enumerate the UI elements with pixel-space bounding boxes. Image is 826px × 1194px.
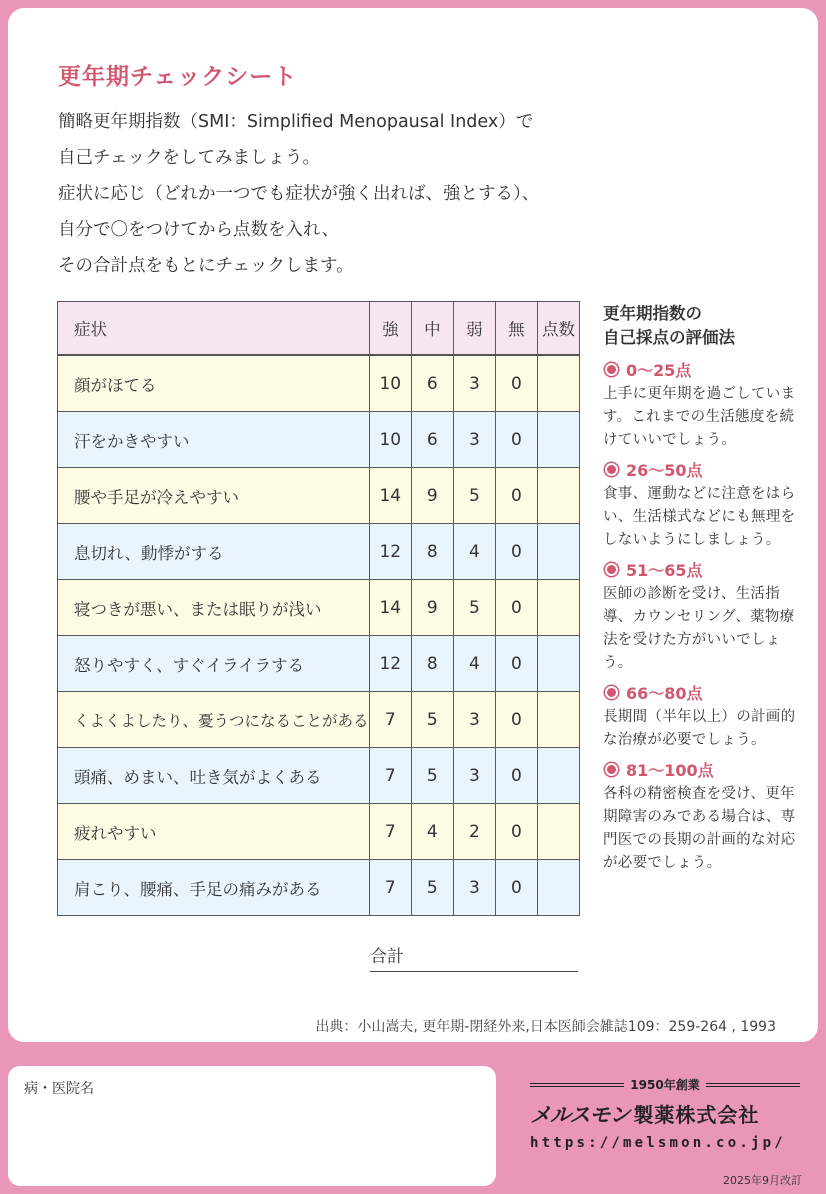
symptom-cell: 顔がほてる: [58, 355, 370, 412]
founded-line: [530, 1076, 800, 1093]
strong-cell[interactable]: 7: [369, 804, 411, 860]
header-strong: 強: [369, 302, 411, 356]
table-header-row: [58, 302, 580, 356]
weak-cell[interactable]: 3: [453, 692, 495, 748]
revision-date: 2025年9月改訂: [723, 1174, 802, 1187]
bullet-dot-icon: [605, 363, 618, 376]
founded-label: 1950年創業: [630, 1078, 700, 1092]
intro-line: 症状に応じ（どれか一つでも症状が強く出れば、強とする）、: [58, 184, 540, 204]
hospital-name-label: 病・医院名: [24, 1081, 94, 1097]
medium-cell[interactable]: 9: [411, 468, 453, 524]
evaluation-panel: [603, 302, 803, 875]
symptom-table: [57, 301, 580, 916]
none-cell[interactable]: 0: [495, 692, 537, 748]
medium-cell[interactable]: 5: [411, 692, 453, 748]
table-row: [58, 692, 580, 748]
header-medium: 中: [411, 302, 453, 356]
table-row: [58, 860, 580, 916]
header-symptom: 症状: [58, 302, 370, 356]
company-name: 製薬株式会社: [633, 1103, 760, 1127]
weak-cell[interactable]: 2: [453, 804, 495, 860]
symptom-cell: くよくよしたり、憂うつになることがある: [58, 692, 370, 748]
table-row: [58, 748, 580, 804]
symptom-cell: 疲れやすい: [58, 804, 370, 860]
none-cell[interactable]: 0: [495, 412, 537, 468]
score-cell[interactable]: [537, 692, 579, 748]
score-range: [603, 681, 803, 704]
strong-cell[interactable]: 12: [369, 524, 411, 580]
score-range: [603, 558, 803, 581]
table-row: [58, 355, 580, 412]
medium-cell[interactable]: 4: [411, 804, 453, 860]
table-row: [58, 412, 580, 468]
medium-cell[interactable]: 6: [411, 412, 453, 468]
company-brand: [530, 1076, 800, 1151]
bullet-dot-icon: [605, 686, 618, 699]
evaluation-title: [603, 302, 803, 350]
score-range-desc: 各科の精密検査を受け、更年期障害のみである場合は、専門医での長期の計画的な対応が必要でしょう。: [603, 786, 796, 871]
score-cell[interactable]: [537, 524, 579, 580]
bullet-dot-icon: [605, 763, 618, 776]
intro-line: その合計点をもとにチェックします。: [58, 256, 354, 276]
company-url[interactable]: https://melsmon.co.jp/: [530, 1135, 786, 1151]
score-range-label: 26〜50点: [626, 461, 703, 480]
symptom-cell: 頭痛、めまい、吐き気がよくある: [58, 748, 370, 804]
symptom-cell: 肩こり、腰痛、手足の痛みがある: [58, 860, 370, 916]
score-range-desc: 長期間（半年以上）の計画的な治療が必要でしょう。: [603, 709, 796, 748]
source-citation: 出典：小山嵩夫, 更年期-閉経外来,日本医師会雑誌109：259-264 , 1993: [315, 1019, 776, 1035]
score-cell[interactable]: [537, 748, 579, 804]
intro-text: [58, 104, 618, 284]
strong-cell[interactable]: 10: [369, 412, 411, 468]
score-range-label: 51〜65点: [626, 561, 703, 580]
medium-cell[interactable]: 5: [411, 748, 453, 804]
none-cell[interactable]: 0: [495, 468, 537, 524]
score-cell[interactable]: [537, 355, 579, 412]
medium-cell[interactable]: 8: [411, 636, 453, 692]
score-range: [603, 758, 803, 781]
symptom-cell: 寝つきが悪い、または眠りが浅い: [58, 580, 370, 636]
medium-cell[interactable]: 6: [411, 355, 453, 412]
none-cell[interactable]: 0: [495, 804, 537, 860]
total-label: 合計: [370, 947, 404, 967]
bullet-dot-icon: [605, 563, 618, 576]
weak-cell[interactable]: 5: [453, 580, 495, 636]
score-range: [603, 458, 803, 481]
symptom-cell: 腰や手足が冷えやすい: [58, 468, 370, 524]
none-cell[interactable]: 0: [495, 580, 537, 636]
score-range-label: 66〜80点: [626, 684, 703, 703]
table-row: [58, 580, 580, 636]
strong-cell[interactable]: 14: [369, 580, 411, 636]
score-range-desc: 上手に更年期を過ごしています。これまでの生活態度を続けていいでしょう。: [603, 386, 796, 448]
medium-cell[interactable]: 9: [411, 580, 453, 636]
none-cell[interactable]: 0: [495, 355, 537, 412]
none-cell[interactable]: 0: [495, 748, 537, 804]
strong-cell[interactable]: 7: [369, 692, 411, 748]
strong-cell[interactable]: 14: [369, 468, 411, 524]
table-row: [58, 636, 580, 692]
table-row: [58, 804, 580, 860]
strong-cell[interactable]: 12: [369, 636, 411, 692]
strong-cell[interactable]: 7: [369, 860, 411, 916]
evaluation-title-line: 更年期指数の: [603, 304, 702, 323]
score-cell[interactable]: [537, 804, 579, 860]
bullet-dot-icon: [605, 463, 618, 476]
weak-cell[interactable]: 3: [453, 860, 495, 916]
none-cell[interactable]: 0: [495, 636, 537, 692]
symptom-cell: 汗をかきやすい: [58, 412, 370, 468]
table-row: [58, 524, 580, 580]
weak-cell[interactable]: 4: [453, 636, 495, 692]
intro-line: 自分で〇をつけてから点数を入れ、: [58, 220, 340, 240]
total-field[interactable]: [370, 942, 578, 972]
score-range-desc: 医師の診断を受け、生活指導、カウンセリング、薬物療法を受けた方がいいでしょう。: [603, 586, 795, 671]
score-cell[interactable]: [537, 636, 579, 692]
intro-line: 簡略更年期指数（SMI：Simplified Menopausal Index）で: [58, 112, 534, 132]
symptom-cell: 怒りやすく、すぐイライラする: [58, 636, 370, 692]
weak-cell[interactable]: 5: [453, 468, 495, 524]
weak-cell[interactable]: 3: [453, 412, 495, 468]
evaluation-title-line: 自己採点の評価法: [603, 328, 735, 347]
page-title: 更年期チェックシート: [58, 64, 298, 90]
none-cell[interactable]: 0: [495, 860, 537, 916]
check-sheet-card: [8, 8, 818, 1042]
company-logo: [530, 1099, 800, 1129]
symptom-cell: 息切れ、動悸がする: [58, 524, 370, 580]
strong-cell[interactable]: 7: [369, 748, 411, 804]
weak-cell[interactable]: 4: [453, 524, 495, 580]
score-range-label: 0〜25点: [626, 361, 692, 380]
logo-text: メルスモン: [530, 1103, 630, 1127]
header-weak: 弱: [453, 302, 495, 356]
none-cell[interactable]: 0: [495, 524, 537, 580]
header-none: 無: [495, 302, 537, 356]
weak-cell[interactable]: 3: [453, 748, 495, 804]
medium-cell[interactable]: 5: [411, 860, 453, 916]
score-cell[interactable]: [537, 580, 579, 636]
medium-cell[interactable]: 8: [411, 524, 453, 580]
strong-cell[interactable]: 10: [369, 355, 411, 412]
score-cell[interactable]: [537, 412, 579, 468]
intro-line: 自己チェックをしてみましょう。: [58, 148, 320, 168]
score-cell[interactable]: [537, 860, 579, 916]
score-range-label: 81〜100点: [626, 761, 714, 780]
header-score: 点数: [537, 302, 579, 356]
table-row: [58, 468, 580, 524]
hospital-name-field[interactable]: [8, 1066, 496, 1186]
weak-cell[interactable]: 3: [453, 355, 495, 412]
score-cell[interactable]: [537, 468, 579, 524]
score-range-desc: 食事、運動などに注意をはらい、生活様式などにも無理をしないようにしましょう。: [603, 486, 796, 548]
score-range: [603, 358, 803, 381]
